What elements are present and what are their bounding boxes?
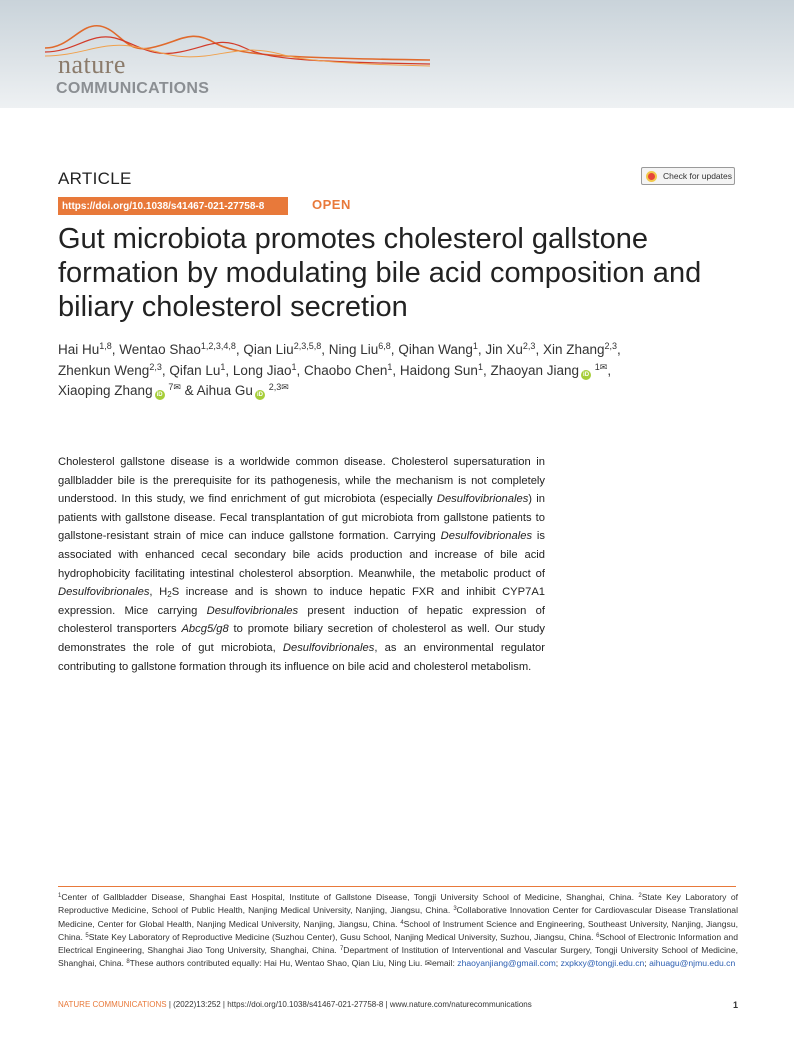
author-affiliation-marker: 1	[477, 361, 483, 372]
author-name[interactable]: Long Jiao	[232, 362, 292, 378]
journal-banner	[0, 0, 794, 108]
author-affiliation-marker: 2,3	[604, 341, 618, 351]
author-name[interactable]: Qihan Wang	[398, 342, 473, 357]
author-name[interactable]: Aihua Gu	[196, 383, 253, 398]
page-footer	[58, 1000, 738, 1010]
affiliation-number: 3	[453, 906, 457, 913]
article-title: Gut microbiota promotes cholesterol gallstone formation by modulating bile acid composition and biliary cholesterol secretion	[58, 223, 702, 323]
author-affiliation-marker: 2,3	[149, 361, 162, 372]
author-name[interactable]: Wentao Shao	[119, 342, 201, 357]
affiliation-text: Department of Institution of Interventional and Vascular Surgery, Tongji University School of Medicine, Shanghai, China.	[58, 945, 738, 969]
author-name[interactable]: Qifan Lu	[169, 362, 221, 378]
orcid-icon[interactable]: iD	[583, 371, 590, 378]
affiliation-number: 6	[596, 932, 600, 939]
update-check-icon	[646, 171, 657, 182]
author-name[interactable]: Xiaoping Zhang	[58, 383, 153, 398]
email-link[interactable]: zhaoyanjiang@gmail.com	[457, 958, 556, 969]
orcid-icon[interactable]: iD	[156, 392, 163, 398]
affiliation-text: Collaborative Innovation Center for Cardiovascular Disease Translational Medicine, Center for Global Health, Nanjing Medical University, Nanjing, Jiangsu, China.	[58, 905, 738, 929]
email-link[interactable]: aihuagu@njmu.edu.cn	[649, 958, 736, 969]
open-access-label: OPEN	[312, 197, 351, 212]
author-name[interactable]: Xin Zhang	[542, 342, 605, 357]
affiliation-number: 7	[339, 946, 344, 953]
author-name[interactable]: Chaobo Chen	[304, 362, 388, 378]
author-affiliation-marker: 2,3	[522, 341, 536, 351]
check-for-updates-label: Check for updates	[663, 171, 732, 181]
affiliation-number: 1	[58, 893, 62, 899]
author-affiliation-marker: 2,3,5,8	[293, 341, 322, 351]
author-affiliation-marker: 1✉	[594, 361, 608, 372]
author-affiliation-marker: 6,8	[378, 341, 391, 351]
author-affiliation-marker: 7✉	[168, 382, 181, 392]
check-for-updates-button[interactable]	[641, 167, 735, 185]
author-affiliation-marker: 1	[472, 341, 478, 351]
article-type-label: ARTICLE	[58, 169, 132, 188]
affiliation-text: School of Instrument Science and Engineering, Southeast University, Nanjing, Jiangsu, China.	[58, 918, 738, 942]
affiliation-text: State Key Laboratory of Reproductive Medicine, School of Public Health, Nanjing Medical University, Nanjing, Jiangsu, China.	[58, 892, 738, 916]
affiliation-number: 8	[126, 959, 130, 966]
author-affiliation-marker: 1	[291, 361, 297, 372]
affiliation-number: 4	[400, 919, 404, 926]
author-affiliation-marker: 1,8	[99, 341, 112, 351]
author-name[interactable]: Haidong Sun	[399, 362, 478, 378]
author-affiliation-marker: 1	[220, 361, 226, 372]
author-affiliation-marker: 1	[387, 361, 393, 372]
author-name[interactable]: Zhaoyan Jiang	[490, 362, 580, 378]
doi-link[interactable]: https://doi.org/10.1038/s41467-021-27758-8	[58, 197, 288, 215]
affiliation-text: School of Electronic Information and Electrical Engineering, Shanghai Jiao Tong University, Shanghai, China.	[58, 931, 738, 956]
author-name[interactable]: Zhenkun Weng	[58, 362, 150, 378]
author-name[interactable]: Hai Hu	[58, 342, 100, 357]
author-affiliation-marker: 2,3✉	[268, 382, 289, 392]
logo-nature-text: nature	[58, 50, 126, 79]
orcid-icon[interactable]: iD	[256, 392, 263, 398]
email-label: ✉email:	[424, 958, 458, 969]
affiliation-number: 5	[85, 932, 89, 939]
affiliations-footnote: $^1$Center of Gallbladder Disease, Shanghai East Hospital, Institute of Gallstone Disease, Tongji University School of Medicine, Shanghai, China. $^2$State Key Laboratory of Reproductive Medicine, School of Public Health, Nanjing Medical University, Nanjing, Jiangsu, China. $^3$Collaborative Innovation Center for Cardiovascular Disease Translational Medicine, Center for Global Health, Nanjing Medical University, Nanjing, Jiangsu, China. $^4$School of Instrument Science and Engineering, Southeast University, Nanjing, Jiangsu, China. $^5$State Key Laboratory of Reproductive Medicine (Suzhou Center), Gusu School, Nanjing Medical University, Suzhou, Jiangsu, China. $^6$School of Electronic Information and Electrical Engineering, Shanghai Jiao Tong University, Shanghai, China. $^7$Department of Institution of Interventional and Vascular Surgery, Tongji University School of Medicine, Shanghai, China. $^8$These authors contributed equally: Hai Hu, Wentao Shao, Qian Liu, Ning Liu. ✉email: zhaoyanjiang@gmail.com; zxpkxy@tongji.edu.cn; aihuagu@njmu.edu.cn	[58, 892, 738, 969]
logo-communications-text: COMMUNICATIONS	[56, 80, 210, 97]
affiliation-text: These authors contributed equally: Hai Hu, Wentao Shao, Qian Liu, Ning Liu.	[129, 958, 425, 969]
affiliation-text: State Key Laboratory of Reproductive Medicine (Suzhou Center), Gusu School, Nanjing Medical University, Suzhou, Jiangsu, China.	[88, 931, 597, 942]
author-list: Hai Hu$^{1,8}$, Wentao Shao$^{1,2,3,4,8}$, Qian Liu$^{2,3,5,8}$, Ning Liu$^{6,8}$, Qihan Wang$^1$, Jin Xu$^{2,3}$, Xin Zhang$^{2,3}$, Zhenkun Weng$^{2,3}$, Qifan Lu$^1$, Long Jiao$^1$, Chaobo Chen$^1$, Haidong Sun$^1$, Zhaoyan Jiang iD $^{1✉}$, Xiaoping Zhang iD $^{7✉}$ & Aihua Gu iD $^{2,3✉}$	[58, 341, 621, 398]
abstract: Cholesterol gallstone disease is a worldwide common disease. Cholesterol supersaturation in gallbladder bile is the prerequisite for its pathogenesis, while the mechanism is not completely understood. In this study, we find enrichment of gut microbiota (especially Desulfovibrionales) in patients with gallstone disease. Fecal transplantation of gut microbiota from gallstone patients to gallstone-resistant strain of mice can induce gallstone formation. Carrying Desulfovibrionales is associated with enhanced cecal secondary bile acids production and increase of bile acid hydrophobicity facilitating intestinal cholesterol absorption. Meanwhile, the metabolic product of Desulfovibrionales, $H_2S$ increase and is shown to induce hepatic FXR and inhibit CYP7A1 expression. Mice carrying Desulfovibrionales present induction of hepatic expression of cholesterol transporters Abcg5/g8 to promote biliary secretion of cholesterol as well. Our study demonstrates the role of gut microbiota, Desulfovibrionales, as an environmental regulator contributing to gallstone formation through its influence on bile acid and cholesterol metabolism.	[58, 456, 546, 673]
author-name[interactable]: Qian Liu	[243, 342, 294, 357]
author-name[interactable]: Jin Xu	[485, 342, 523, 357]
author-affiliation-marker: 1,2,3,4,8	[200, 341, 236, 351]
page-number: 1	[732, 1000, 738, 1010]
affiliation-text: Center of Gallbladder Disease, Shanghai East Hospital, Institute of Gallstone Disease, Tongji University School of Medicine, Shanghai, China.	[61, 892, 639, 902]
footnote-divider	[58, 886, 736, 887]
email-link[interactable]: zxpkxy@tongji.edu.cn	[560, 958, 645, 969]
affiliation-number: 2	[638, 893, 642, 899]
footer-citation: NATURE COMMUNICATIONS | (2022)13:252 | https://doi.org/10.1038/s41467-021-27758-8 | www.nature.com/naturecommunications	[58, 1000, 532, 1009]
author-name[interactable]: Ning Liu	[328, 342, 379, 357]
